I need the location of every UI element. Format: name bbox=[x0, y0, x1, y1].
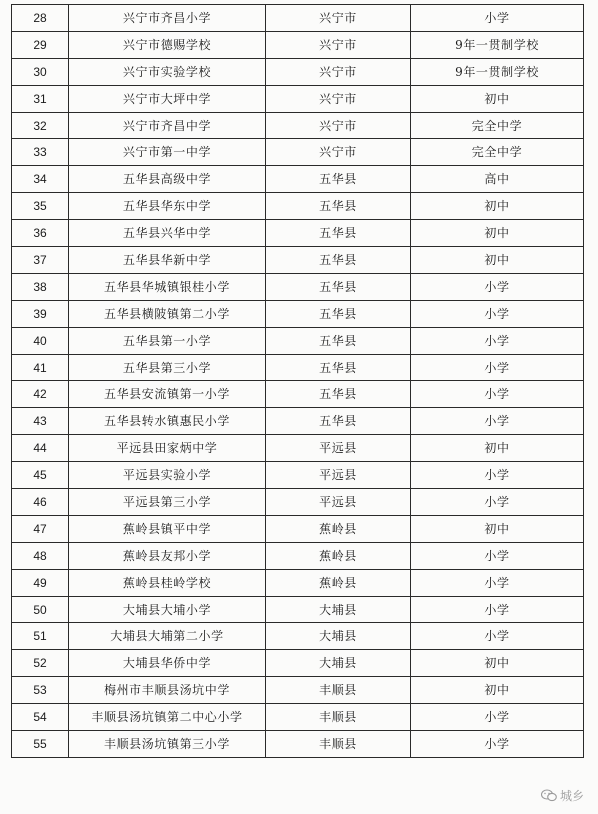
row-number-cell: 43 bbox=[12, 408, 69, 435]
table-row bbox=[12, 542, 584, 569]
table-row bbox=[12, 85, 584, 112]
region-cell: 大埔县 bbox=[266, 650, 411, 677]
school-type-cell: 小学 bbox=[411, 381, 584, 408]
table-row bbox=[12, 489, 584, 516]
region-cell: 五华县 bbox=[266, 381, 411, 408]
row-number-cell: 48 bbox=[12, 542, 69, 569]
school-name-cell: 五华县华东中学 bbox=[69, 193, 266, 220]
school-name-cell: 平远县实验小学 bbox=[69, 462, 266, 489]
region-cell: 大埔县 bbox=[266, 623, 411, 650]
school-name-cell: 大埔县大埔第二小学 bbox=[69, 623, 266, 650]
watermark bbox=[541, 787, 584, 804]
table-row bbox=[12, 650, 584, 677]
school-name-cell: 兴宁市齐昌小学 bbox=[69, 5, 266, 32]
region-cell: 蕉岭县 bbox=[266, 569, 411, 596]
school-name-cell: 大埔县大埔小学 bbox=[69, 596, 266, 623]
school-name-cell: 五华县华新中学 bbox=[69, 247, 266, 274]
school-type-cell: 9年一贯制学校 bbox=[411, 58, 584, 85]
region-cell: 兴宁市 bbox=[266, 5, 411, 32]
school-name-cell: 五华县第一小学 bbox=[69, 327, 266, 354]
table-row bbox=[12, 273, 584, 300]
school-name-cell: 五华县第三小学 bbox=[69, 354, 266, 381]
table-row bbox=[12, 515, 584, 542]
region-cell: 五华县 bbox=[266, 273, 411, 300]
region-cell: 五华县 bbox=[266, 300, 411, 327]
row-number-cell: 30 bbox=[12, 58, 69, 85]
table-row bbox=[12, 408, 584, 435]
table-row bbox=[12, 381, 584, 408]
school-name-cell: 兴宁市实验学校 bbox=[69, 58, 266, 85]
school-name-cell: 梅州市丰顺县汤坑中学 bbox=[69, 677, 266, 704]
school-type-cell: 小学 bbox=[411, 489, 584, 516]
region-cell: 丰顺县 bbox=[266, 704, 411, 731]
region-cell: 兴宁市 bbox=[266, 139, 411, 166]
region-cell: 平远县 bbox=[266, 462, 411, 489]
table-row bbox=[12, 435, 584, 462]
school-name-cell: 兴宁市齐昌中学 bbox=[69, 112, 266, 139]
row-number-cell: 40 bbox=[12, 327, 69, 354]
school-type-cell: 初中 bbox=[411, 85, 584, 112]
school-name-cell: 蕉岭县桂岭学校 bbox=[69, 569, 266, 596]
school-type-cell: 小学 bbox=[411, 462, 584, 489]
school-name-cell: 兴宁市大坪中学 bbox=[69, 85, 266, 112]
school-type-cell: 小学 bbox=[411, 300, 584, 327]
school-type-cell: 初中 bbox=[411, 247, 584, 274]
school-name-cell: 丰顺县汤坑镇第三小学 bbox=[69, 731, 266, 758]
region-cell: 五华县 bbox=[266, 354, 411, 381]
row-number-cell: 54 bbox=[12, 704, 69, 731]
row-number-cell: 34 bbox=[12, 166, 69, 193]
table-row bbox=[12, 247, 584, 274]
row-number-cell: 39 bbox=[12, 300, 69, 327]
school-table-body bbox=[12, 5, 584, 758]
row-number-cell: 55 bbox=[12, 731, 69, 758]
row-number-cell: 41 bbox=[12, 354, 69, 381]
row-number-cell: 28 bbox=[12, 5, 69, 32]
school-name-cell: 兴宁市第一中学 bbox=[69, 139, 266, 166]
table-row bbox=[12, 193, 584, 220]
row-number-cell: 42 bbox=[12, 381, 69, 408]
row-number-cell: 50 bbox=[12, 596, 69, 623]
school-type-cell: 9年一贯制学校 bbox=[411, 31, 584, 58]
table-row bbox=[12, 166, 584, 193]
table-row bbox=[12, 300, 584, 327]
table-row bbox=[12, 623, 584, 650]
table-row bbox=[12, 5, 584, 32]
table-row bbox=[12, 58, 584, 85]
region-cell: 五华县 bbox=[266, 193, 411, 220]
row-number-cell: 38 bbox=[12, 273, 69, 300]
region-cell: 五华县 bbox=[266, 327, 411, 354]
school-name-cell: 五华县兴华中学 bbox=[69, 220, 266, 247]
school-type-cell: 初中 bbox=[411, 515, 584, 542]
school-type-cell: 完全中学 bbox=[411, 112, 584, 139]
school-name-cell: 五华县安流镇第一小学 bbox=[69, 381, 266, 408]
table-row bbox=[12, 596, 584, 623]
row-number-cell: 52 bbox=[12, 650, 69, 677]
school-name-cell: 五华县华城镇银桂小学 bbox=[69, 273, 266, 300]
school-type-cell: 完全中学 bbox=[411, 139, 584, 166]
region-cell: 五华县 bbox=[266, 166, 411, 193]
row-number-cell: 29 bbox=[12, 31, 69, 58]
school-type-cell: 小学 bbox=[411, 408, 584, 435]
row-number-cell: 31 bbox=[12, 85, 69, 112]
school-type-cell: 小学 bbox=[411, 623, 584, 650]
row-number-cell: 46 bbox=[12, 489, 69, 516]
row-number-cell: 36 bbox=[12, 220, 69, 247]
school-type-cell: 初中 bbox=[411, 677, 584, 704]
table-row bbox=[12, 220, 584, 247]
table-row bbox=[12, 569, 584, 596]
table-row bbox=[12, 677, 584, 704]
region-cell: 平远县 bbox=[266, 489, 411, 516]
school-name-cell: 平远县第三小学 bbox=[69, 489, 266, 516]
region-cell: 兴宁市 bbox=[266, 31, 411, 58]
region-cell: 兴宁市 bbox=[266, 58, 411, 85]
table-row bbox=[12, 327, 584, 354]
table-row bbox=[12, 354, 584, 381]
region-cell: 蕉岭县 bbox=[266, 515, 411, 542]
row-number-cell: 35 bbox=[12, 193, 69, 220]
school-type-cell: 小学 bbox=[411, 354, 584, 381]
table-row bbox=[12, 704, 584, 731]
region-cell: 兴宁市 bbox=[266, 85, 411, 112]
school-type-cell: 初中 bbox=[411, 435, 584, 462]
school-type-cell: 小学 bbox=[411, 704, 584, 731]
region-cell: 丰顺县 bbox=[266, 677, 411, 704]
wechat-icon bbox=[541, 789, 557, 802]
row-number-cell: 44 bbox=[12, 435, 69, 462]
school-type-cell: 初中 bbox=[411, 650, 584, 677]
row-number-cell: 45 bbox=[12, 462, 69, 489]
school-type-cell: 小学 bbox=[411, 569, 584, 596]
school-type-cell: 小学 bbox=[411, 542, 584, 569]
table-row bbox=[12, 462, 584, 489]
row-number-cell: 37 bbox=[12, 247, 69, 274]
region-cell: 五华县 bbox=[266, 408, 411, 435]
school-name-cell: 大埔县华侨中学 bbox=[69, 650, 266, 677]
region-cell: 平远县 bbox=[266, 435, 411, 462]
row-number-cell: 32 bbox=[12, 112, 69, 139]
school-type-cell: 初中 bbox=[411, 193, 584, 220]
school-name-cell: 平远县田家炳中学 bbox=[69, 435, 266, 462]
region-cell: 五华县 bbox=[266, 220, 411, 247]
school-name-cell: 五华县转水镇惠民小学 bbox=[69, 408, 266, 435]
row-number-cell: 53 bbox=[12, 677, 69, 704]
region-cell: 丰顺县 bbox=[266, 731, 411, 758]
school-type-cell: 小学 bbox=[411, 327, 584, 354]
school-name-cell: 蕉岭县镇平中学 bbox=[69, 515, 266, 542]
school-name-cell: 蕉岭县友邦小学 bbox=[69, 542, 266, 569]
region-cell: 大埔县 bbox=[266, 596, 411, 623]
school-type-cell: 小学 bbox=[411, 273, 584, 300]
region-cell: 兴宁市 bbox=[266, 112, 411, 139]
school-name-cell: 五华县高级中学 bbox=[69, 166, 266, 193]
region-cell: 蕉岭县 bbox=[266, 542, 411, 569]
school-name-cell: 五华县横陂镇第二小学 bbox=[69, 300, 266, 327]
row-number-cell: 51 bbox=[12, 623, 69, 650]
school-type-cell: 高中 bbox=[411, 166, 584, 193]
row-number-cell: 47 bbox=[12, 515, 69, 542]
school-type-cell: 小学 bbox=[411, 731, 584, 758]
table-row bbox=[12, 731, 584, 758]
table-row bbox=[12, 31, 584, 58]
row-number-cell: 33 bbox=[12, 139, 69, 166]
school-table bbox=[11, 4, 584, 758]
school-name-cell: 兴宁市德赐学校 bbox=[69, 31, 266, 58]
watermark-text: 城乡 bbox=[559, 789, 584, 803]
school-name-cell: 丰顺县汤坑镇第二中心小学 bbox=[69, 704, 266, 731]
table-row bbox=[12, 112, 584, 139]
school-type-cell: 小学 bbox=[411, 5, 584, 32]
school-type-cell: 小学 bbox=[411, 596, 584, 623]
row-number-cell: 49 bbox=[12, 569, 69, 596]
region-cell: 五华县 bbox=[266, 247, 411, 274]
school-type-cell: 初中 bbox=[411, 220, 584, 247]
table-row bbox=[12, 139, 584, 166]
